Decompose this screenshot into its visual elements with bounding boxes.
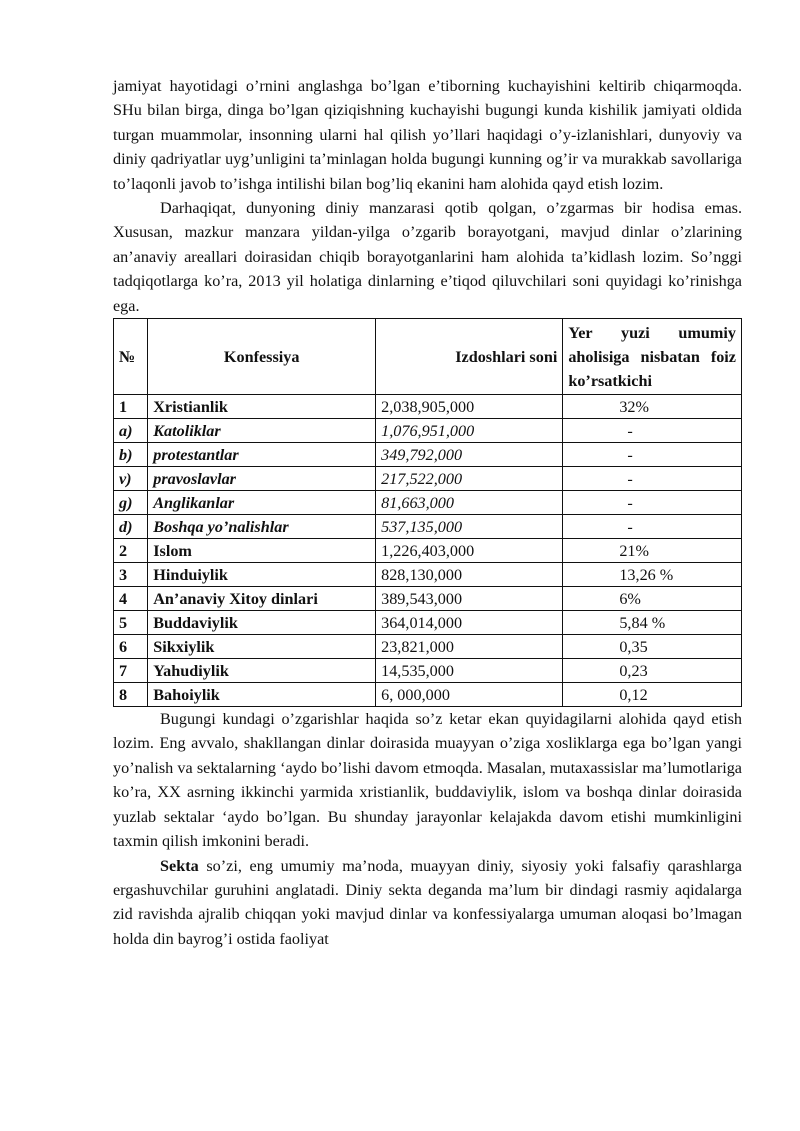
- table-row: [114, 419, 742, 443]
- row-followers: 23,821,000: [376, 635, 563, 659]
- header-percent: Yer yuzi umumiy aholisiga nisbatan foiz ko’rsatkichi: [563, 319, 742, 395]
- table-row: [114, 467, 742, 491]
- row-number: v): [114, 467, 148, 491]
- row-percent: -: [563, 467, 742, 491]
- row-percent: -: [563, 491, 742, 515]
- row-confession: Sikxiylik: [148, 635, 376, 659]
- row-number: 8: [114, 683, 148, 707]
- header-number: №: [114, 319, 148, 395]
- sect-definition-text: so’zi, eng umumiy ma’noda, muayyan diniy, siyosiy yoki falsafiy qarashlarga ergashuvchilar guruhini anglatadi. Diniy sekta deganda ma’lum bir dindagi rasmiy aqidalarga zid ravishda ajralib chiqqan yoki mavjud dinlar va konfessiyalarga umuman aloqasi bo’lmagan holda din bayrog’i ostida faoliyat: [113, 856, 742, 948]
- row-percent: 0,23: [563, 659, 742, 683]
- row-confession: Buddaviylik: [148, 611, 376, 635]
- row-number: 2: [114, 539, 148, 563]
- row-followers: 217,522,000: [376, 467, 563, 491]
- table-row: [114, 683, 742, 707]
- row-followers: 1,226,403,000: [376, 539, 563, 563]
- row-followers: 6, 000,000: [376, 683, 563, 707]
- row-percent: 0,12: [563, 683, 742, 707]
- row-followers: 14,535,000: [376, 659, 563, 683]
- row-percent: -: [563, 515, 742, 539]
- paragraph-sect-definition: [113, 854, 742, 952]
- row-percent: 21%: [563, 539, 742, 563]
- row-number: 6: [114, 635, 148, 659]
- row-number: d): [114, 515, 148, 539]
- row-confession: Katoliklar: [148, 419, 376, 443]
- row-confession: Yahudiylik: [148, 659, 376, 683]
- table-row: [114, 587, 742, 611]
- row-confession: protestantlar: [148, 443, 376, 467]
- row-confession: Hinduiylik: [148, 563, 376, 587]
- table-body: [114, 395, 742, 707]
- row-followers: 389,543,000: [376, 587, 563, 611]
- table-row: [114, 563, 742, 587]
- row-confession: Boshqa yo’nalishlar: [148, 515, 376, 539]
- row-followers: 1,076,951,000: [376, 419, 563, 443]
- row-number: g): [114, 491, 148, 515]
- row-followers: 537,135,000: [376, 515, 563, 539]
- table-row: [114, 611, 742, 635]
- row-confession: Bahoiylik: [148, 683, 376, 707]
- table-row: [114, 659, 742, 683]
- row-percent: 6%: [563, 587, 742, 611]
- confessions-table: [113, 318, 742, 707]
- term-sekta: Sekta: [160, 856, 199, 875]
- row-percent: 5,84 %: [563, 611, 742, 635]
- row-confession: Xristianlik: [148, 395, 376, 419]
- table-row: [114, 539, 742, 563]
- row-percent: -: [563, 419, 742, 443]
- row-confession: pravoslavlar: [148, 467, 376, 491]
- row-percent: 0,35: [563, 635, 742, 659]
- row-number: 3: [114, 563, 148, 587]
- paragraph-intro: jamiyat hayotidagi o’rnini anglashga bo’lgan e’tiborning kuchayishini keltirib chiqarmoqda. SHu bilan birga, dinga bo’lgan qiziqishning kuchayishi bugungi kunda kishilik jamiyati oldida turgan muammolar, insonning ularni hal qilish yo’llari haqidagi o’y-izlanishlari, dunyoviy va diniy qadriyatlar uyg’unligini ta’minlagan holda bugungi kunning og’ir va murakkab savollariga to’laqonli javob to’ishga intilishi bilan bog’liq ekanini ham alohida qayd etish lozim.: [113, 77, 742, 193]
- table-row: [114, 395, 742, 419]
- row-percent: -: [563, 443, 742, 467]
- table-header-row: [114, 319, 742, 395]
- row-number: a): [114, 419, 148, 443]
- table-row: [114, 491, 742, 515]
- row-followers: 81,663,000: [376, 491, 563, 515]
- row-number: 1: [114, 395, 148, 419]
- paragraph-changes: Bugungi kundagi o’zgarishlar haqida so’z ketar ekan quyidagilarni alohida qayd etish lozim. Eng avvalo, shakllangan dinlar doirasida muayyan o’ziga xosliklarga ega bo’lgan yangi yo’nalish va sektalarning ‘aydo bo’lishi davom etmoqda. Masalan, mutaxassislar ma’lumotlariga ko’ra, XX asrning ikkinchi yarmida xristianlik, buddaviylik, islom va boshqa dinlar doirasida yuzlab sektalar ‘aydo bo’lgan. Bu shunday jarayonlar kelajakda davom etishi mumkinligini taxmin qilish imkonini beradi.: [113, 710, 742, 851]
- document-page: [113, 74, 742, 951]
- row-followers: 364,014,000: [376, 611, 563, 635]
- row-confession: Islom: [148, 539, 376, 563]
- row-followers: 828,130,000: [376, 563, 563, 587]
- row-percent: 13,26 %: [563, 563, 742, 587]
- table-row: [114, 515, 742, 539]
- row-followers: 2,038,905,000: [376, 395, 563, 419]
- row-confession: Anglikanlar: [148, 491, 376, 515]
- row-number: 7: [114, 659, 148, 683]
- row-number: 5: [114, 611, 148, 635]
- table-row: [114, 443, 742, 467]
- paragraph-religious-landscape: Darhaqiqat, dunyoning diniy manzarasi qotib qolgan, o’zgarmas bir hodisa emas. Xususan, mazkur manzara yildan-yilga o’zgarib borayotgani, mavjud dinlar o’zlarining an’anaviy areallari doirasidan chiqib borayotganlarini ham alohida ta’kidlash lozim. So’nggi tadqiqotlarga ko’ra, 2013 yil holatiga dinlarning e’tiqod qiluvchilari soni quyidagi ko’rinishga ega.: [113, 199, 742, 315]
- row-percent: 32%: [563, 395, 742, 419]
- header-confession: Konfessiya: [148, 319, 376, 395]
- row-followers: 349,792,000: [376, 443, 563, 467]
- row-confession: An’anaviy Xitoy dinlari: [148, 587, 376, 611]
- row-number: b): [114, 443, 148, 467]
- table-row: [114, 635, 742, 659]
- header-followers: Izdoshlari soni: [376, 319, 563, 395]
- row-number: 4: [114, 587, 148, 611]
